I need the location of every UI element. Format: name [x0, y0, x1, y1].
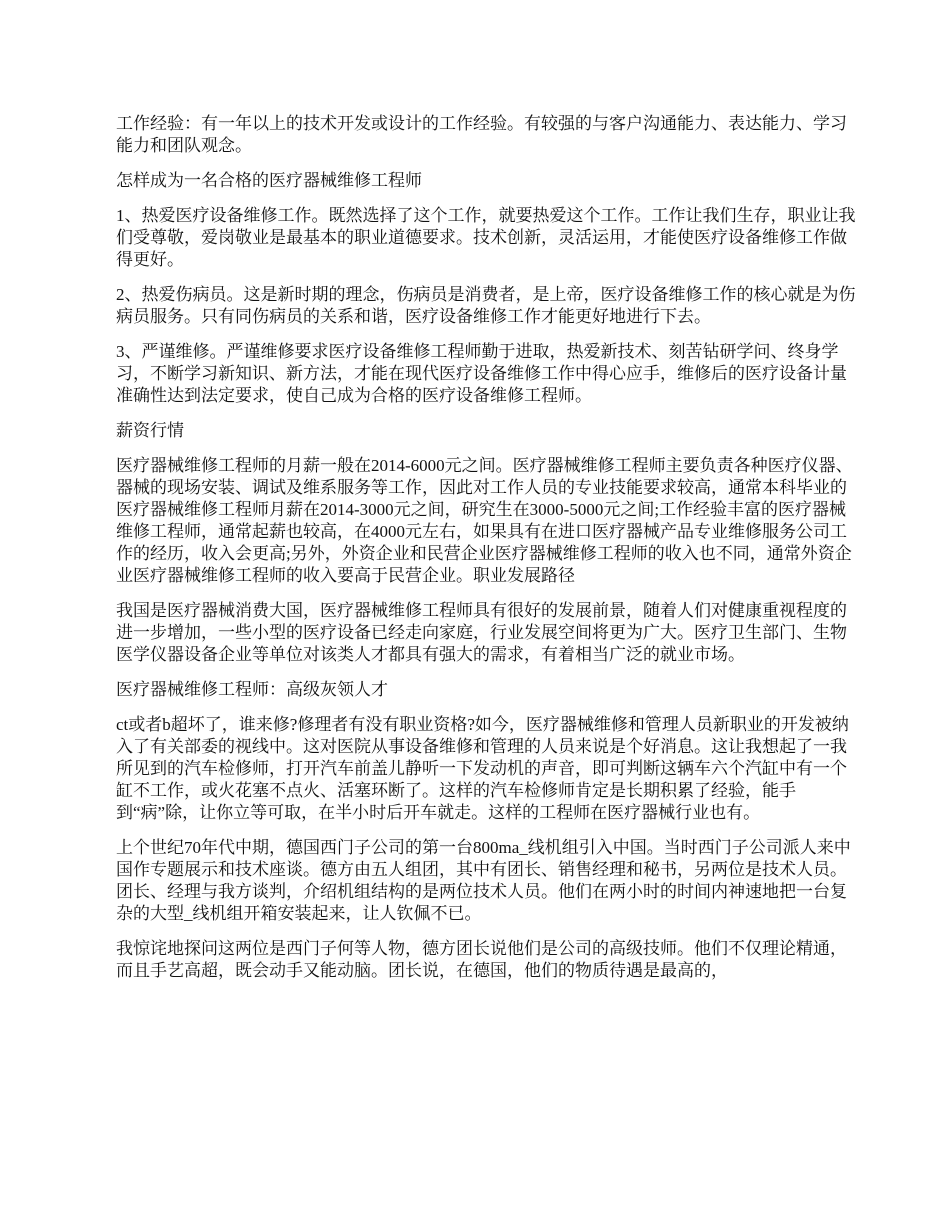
paragraph-senior-technician: 我惊诧地探问这两位是西门子何等人物，德方团长说他们是公司的高级技师。他们不仅理论精通，而且手艺高超，既会动手又能动脑。团长说，在德国，他们的物质待遇是最高的， [116, 939, 847, 980]
paragraph-point-3: 3、严谨维修。严谨维修要求医疗设备维修工程师勤于进取，热爱新技术、刻苦钻研学问、终身学习，不断学习新知识、新方法，才能在现代医疗设备维修工作中得心应手，维修后的医疗设备计量准确性达到法定要求，使自己成为合格的医疗设备维修工程师。 [116, 342, 847, 405]
paragraph-prospects: 我国是医疗器械消费大国，医疗器械维修工程师具有很好的发展前景，随着人们对健康重视程度的进一步增加，一些小型的医疗设备已经走向家庭，行业发展空间将更为广大。医疗卫生部门、生物医学仪器设备企业等单位对该类人才都具有强大的需求，有着相当广泛的就业市场。 [116, 601, 847, 664]
paragraph-work-experience: 工作经验：有一年以上的技术开发或设计的工作经验。有较强的与客户沟通能力、表达能力、学习能力和团队观念。 [116, 114, 847, 155]
heading-grey-collar: 医疗器械维修工程师：高级灰领人才 [116, 680, 388, 699]
paragraph-ct-repair: ct或者b超坏了，谁来修?修理者有没有职业资格?如今，医疗器械维修和管理人员新职业的开发被纳入了有关部委的视线中。这对医院从事设备维修和管理的人员来说是个好消息。这让我想起了一我所见到的汽车检修师，打开汽车前盖儿静听一下发动机的声音，即可判断这辆车六个汽缸中有一个缸不工作，或火花塞不点火、活塞环断了。这样的汽车检修师肯定是长期积累了经验，能手到“病”除，让你立等可取，在半小时后开车就走。这样的工程师在医疗器械行业也有。 [116, 715, 849, 822]
paragraph-point-2: 2、热爱伤病员。这是新时期的理念，伤病员是消费者，是上帝，医疗设备维修工作的核心就是为伤病员服务。只有同伤病员的关系和谐，医疗设备维修工作才能更好地进行下去。 [116, 285, 856, 326]
paragraph-point-1: 1、热爱医疗设备维修工作。既然选择了这个工作，就要热爱这个工作。工作让我们生存，职业让我们受尊敬，爱岗敬业是最基本的职业道德要求。技术创新，灵活运用，才能使医疗设备维修工作做得更好。 [116, 206, 856, 269]
paragraph-salary: 医疗器械维修工程师的月薪一般在2014-6000元之间。医疗器械维修工程师主要负责各种医疗仪器、器械的现场安装、调试及维系服务等工作，因此对工作人员的专业技能要求较高，通常本科毕业的医疗器械维修工程师月薪在2014-3000元之间，研究生在3000-5000元之间;工作经验丰富的医疗器械维修工程师，通常起薪也较高，在4000元左右，如果具有在进口医疗器械产品专业维修服务公司工作的经历，收入会更高;另外，外资企业和民营企业医疗器械维修工程师的收入也不同，通常外资企业医疗器械维修工程师的收入要高于民营企业。职业发展路径 [116, 456, 853, 585]
heading-how-to-qualify: 怎样成为一名合格的医疗器械维修工程师 [116, 171, 422, 190]
paragraph-siemens: 上个世纪70年代中期，德国西门子公司的第一台800ma_线机组引入中国。当时西门子公司派人来中国作专题展示和技术座谈。德方由五人组团，其中有团长、销售经理和秘书，另两位是技术人员。团长、经理与我方谈判，介绍机组结构的是两位技术人员。他们在两小时的时间内神速地把一台复杂的大型_线机组开箱安装起来，让人钦佩不已。 [116, 838, 851, 923]
heading-salary: 薪资行情 [116, 421, 184, 440]
document-page [116, 113, 856, 995]
